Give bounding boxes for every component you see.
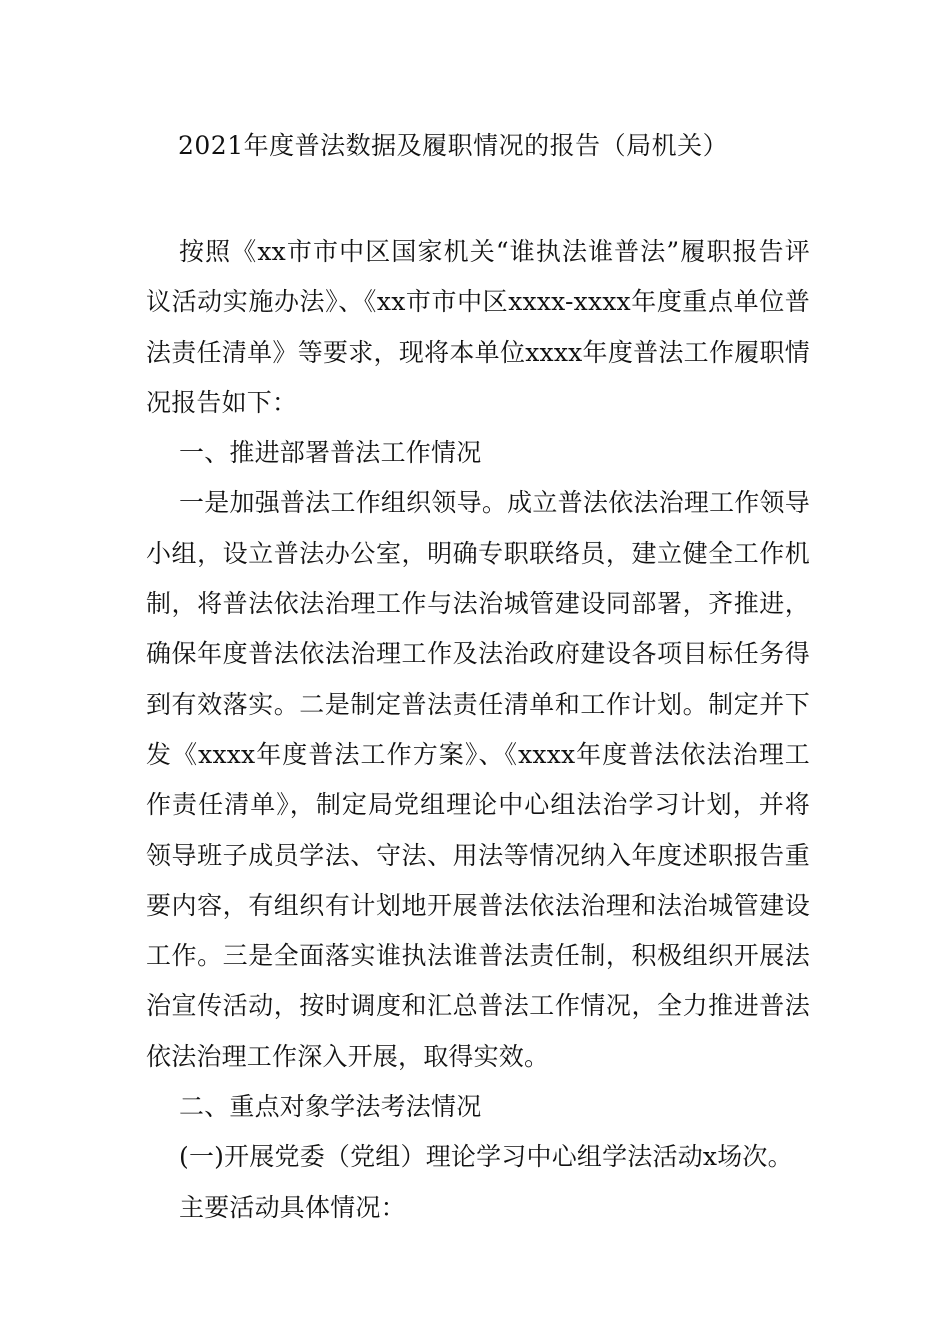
section-1-paragraph: 一是加强普法工作组织领导。成立普法依法治理工作领导小组，设立普法办公室，明确专职联络员，建立健全工作机制，将普法依法治理工作与法治城管建设同部署，齐推进，确保年度普法依法治理工作及法治政府建设各项目标任务得到有效落实。二是制定普法责任清单和工作计划。制定并下发《xxxx年度普法工作方案》、《xxxx年度普法依法治理工作责任清单》，制定局党组理论中心组法治学习计划，并将领导班子成员学法、守法、用法等情况纳入年度述职报告重要内容，有组织有计划地开展普法依法治理和法治城管建设工作。三是全面落实谁执法谁普法责任制，积极组织开展法治宣传活动，按时调度和汇总普法工作情况，全力推进普法依法治理工作深入开展，取得实效。 — [146, 488, 810, 1071]
section-heading-2: 二、重点对象学法考法情况 — [179, 1092, 482, 1122]
section-heading-1: 一、推进部署普法工作情况 — [179, 438, 482, 468]
activity-details-label: 主要活动具体情况： — [179, 1192, 406, 1222]
document-body — [146, 227, 810, 1233]
document-title: 2021年度普法数据及履职情况的报告（局机关） — [178, 131, 729, 160]
subsection-item-1: (一)开展党委（党组）理论学习中心组学法活动x场次。 — [179, 1142, 793, 1172]
intro-paragraph: 按照《xx市市中区国家机关“谁执法谁普法”履职报告评议活动实施办法》、《xx市市中区xxxx-xxxx年度重点单位普法责任清单》等要求，现将本单位xxxx年度普法工作履职情况报告如下： — [146, 237, 810, 417]
